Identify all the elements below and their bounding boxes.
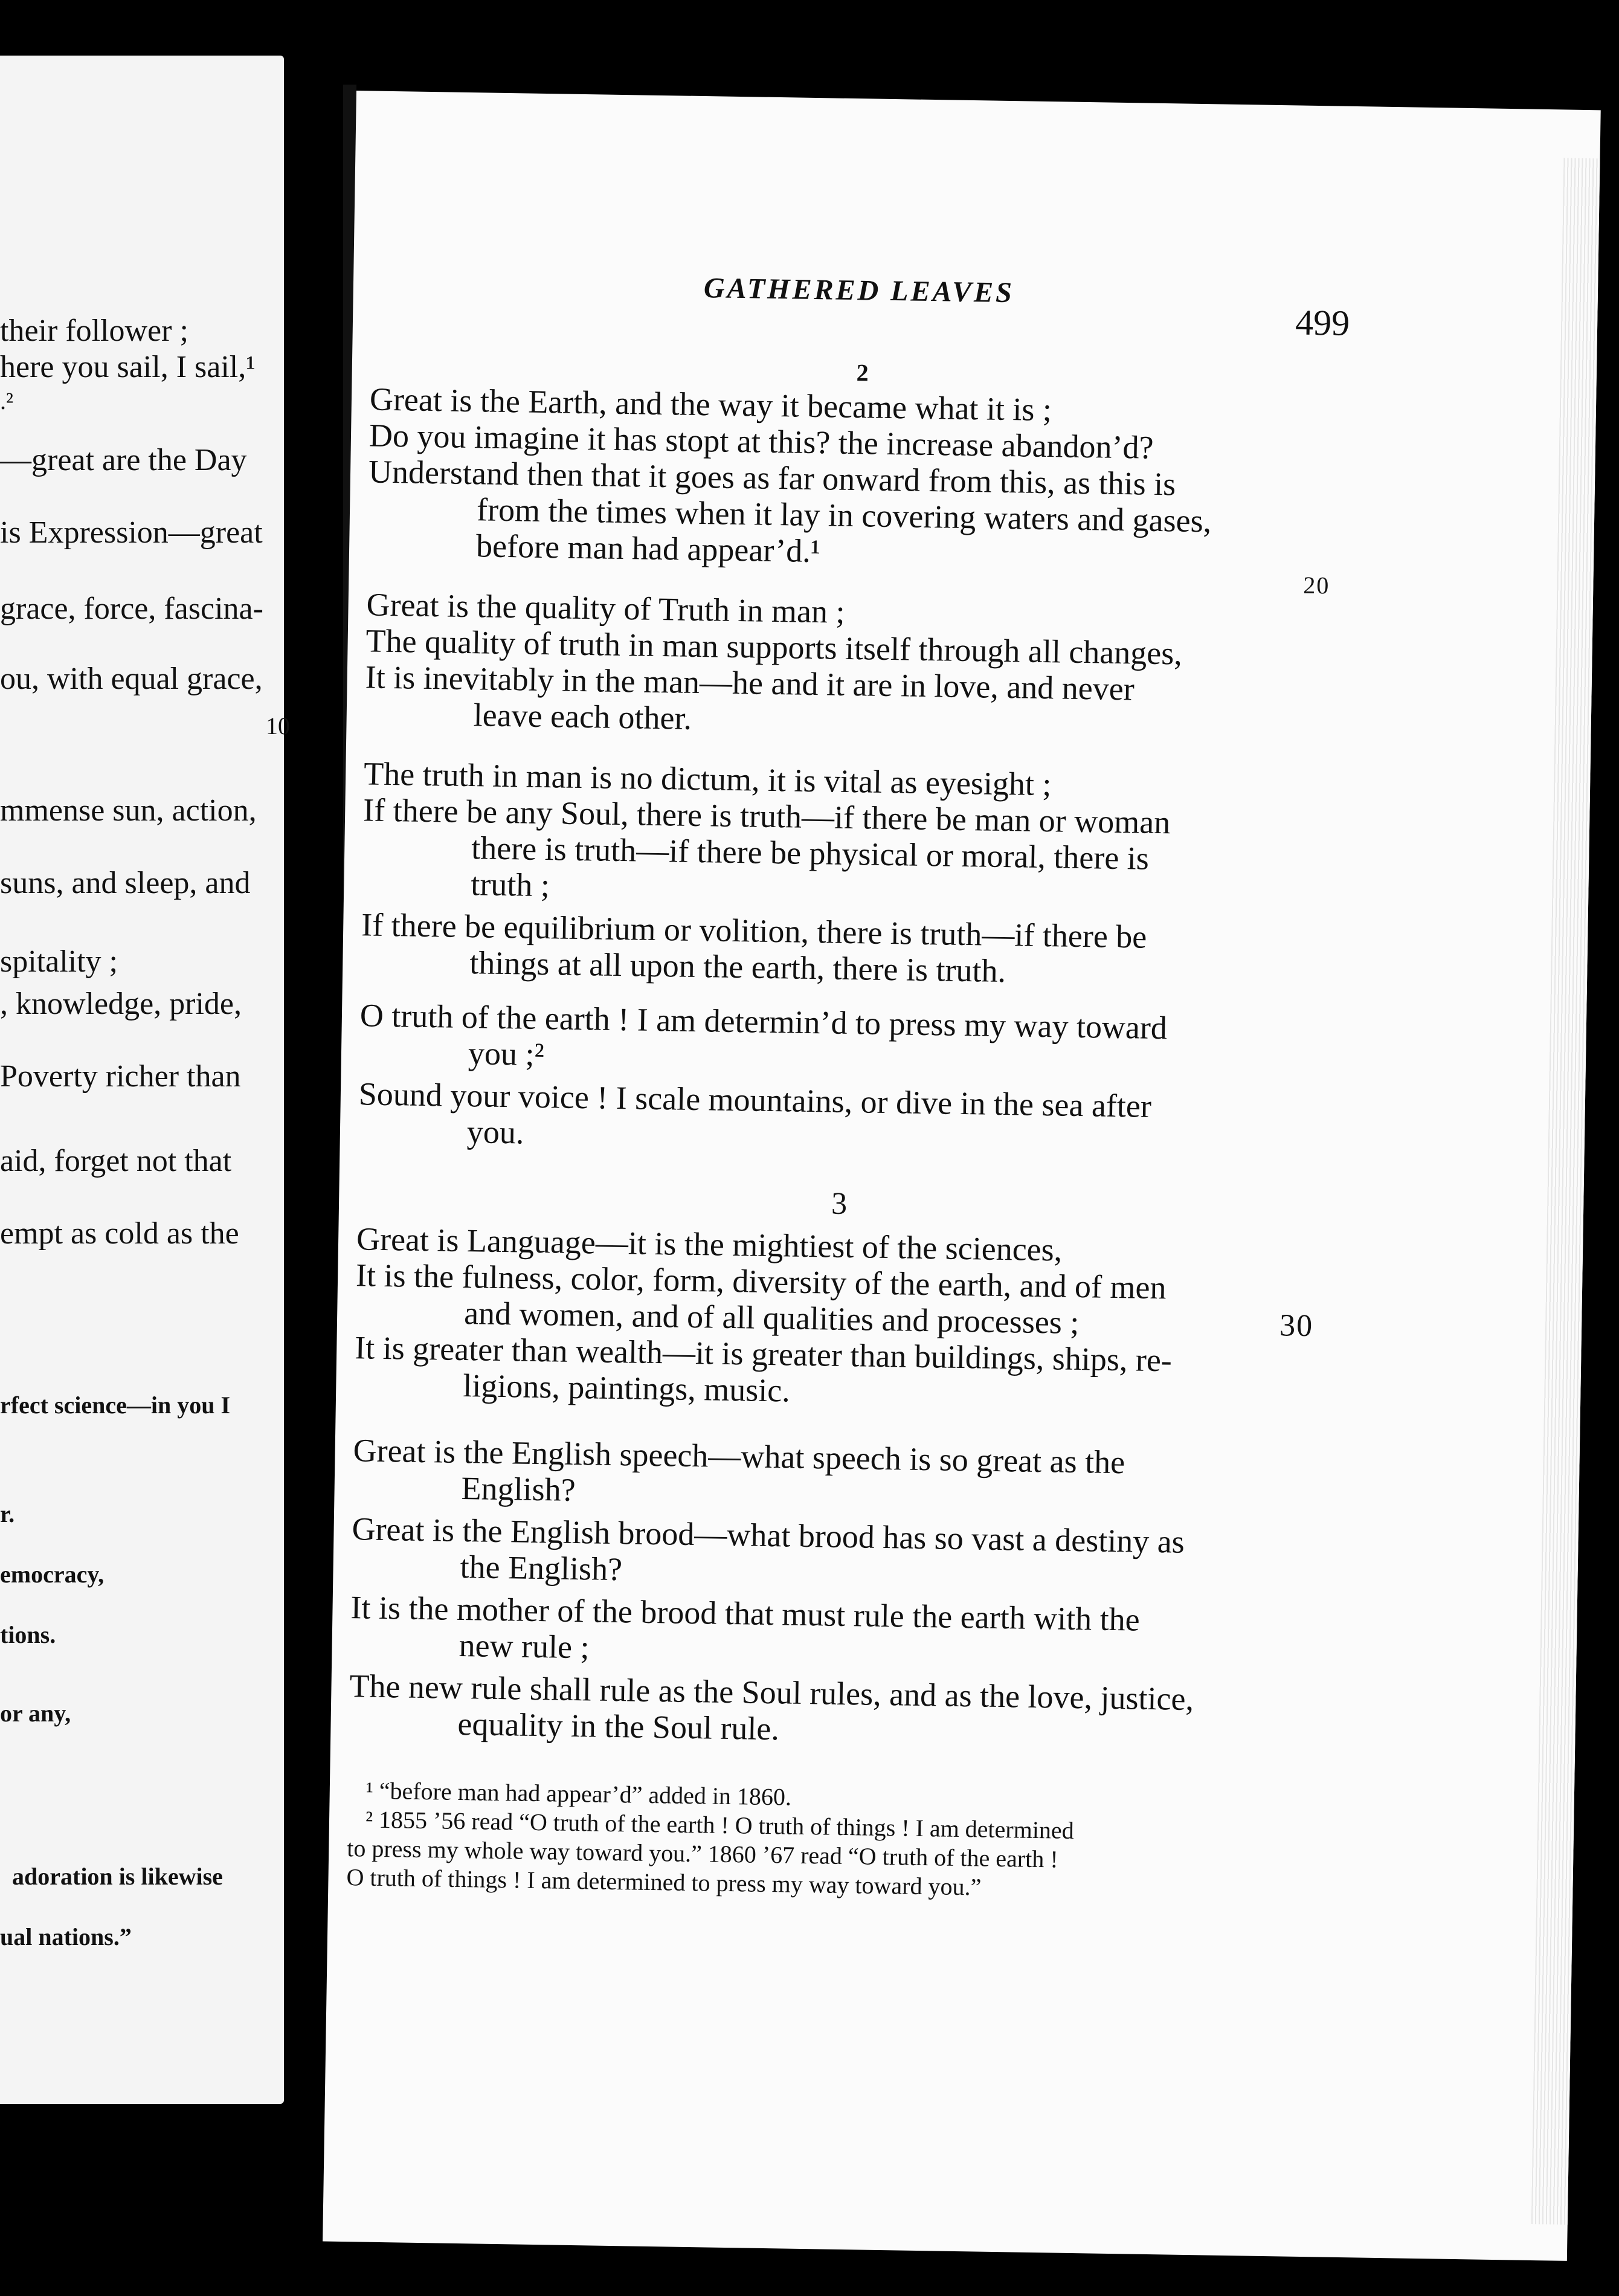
left-page-line: r. [0, 1500, 15, 1527]
poem-line: The new rule shall rule as the Soul rules, and as the love, justice, [349, 1668, 1194, 1718]
left-page-line: emocracy, [0, 1561, 105, 1588]
poem-line: It is the fulness, color, form, diversity of the earth, and of men [355, 1257, 1167, 1306]
left-page-line: ual nations.” [0, 1923, 132, 1950]
poem-line: Great is the English brood—what brood has so vast a destiny as [352, 1511, 1185, 1560]
left-page-line: suns, and sleep, and [0, 866, 251, 900]
poem-line: new rule ; [459, 1627, 590, 1666]
poem-line: Do you imagine it has stopt at this? the increase abandon’d? [369, 417, 1154, 466]
poem-line: It is the mother of the brood that must rule the earth with the [350, 1589, 1141, 1638]
poem-line: the English? [460, 1549, 623, 1588]
poem-line: truth ; [470, 866, 550, 904]
poem-line: equality in the Soul rule. [457, 1705, 780, 1747]
poem-line: you. [466, 1114, 524, 1151]
poem-line: Great is the Earth, and the way it became what it is ; [369, 381, 1052, 428]
left-page-line: empt as cold as the [0, 1216, 239, 1251]
poem-line: from the times when it lay in covering waters and gases, [476, 491, 1212, 540]
poem-line: The quality of truth in man supports itself through all changes, [365, 622, 1183, 672]
page-edge-shading [1531, 158, 1600, 2225]
poem-line: you ;² [468, 1035, 545, 1073]
right-page [323, 91, 1601, 2261]
poem-line: Understand then that it goes as far onward from this, as this is [368, 453, 1176, 503]
left-page-line: mmense sun, action, [0, 793, 257, 828]
footnote: O truth of things ! I am determined to press my way toward you.” [346, 1863, 982, 1901]
footnote: to press my whole way toward you.” 1860 ’67 read “O truth of the earth ! [346, 1834, 1058, 1873]
left-page-line: is Expression—great [0, 515, 263, 550]
line-number: 30 [1279, 1308, 1314, 1344]
poem-line: ligions, paintings, music. [462, 1367, 791, 1409]
left-page-line: adoration is likewise [12, 1863, 223, 1890]
line-number: 20 [1302, 571, 1330, 599]
poem-line: leave each other. [473, 697, 692, 737]
poem-line: If there be equilibrium or volition, there is truth—if there be [361, 906, 1147, 955]
poem-line: It is greater than wealth—it is greater than buildings, ships, re- [354, 1329, 1173, 1379]
poem-line: and women, and of all qualities and processes ; [463, 1295, 1080, 1341]
poem-line: English? [461, 1470, 576, 1508]
footnote: ¹ “before man had appear’d” added in 1860. [365, 1776, 792, 1811]
section-number: 2 [856, 359, 869, 387]
footnote: ² 1855 ’56 read “O truth of the earth ! O truth of things ! I am determined [365, 1805, 1075, 1845]
poem-line: Sound your voice ! I scale mountains, or dive in the sea after [358, 1075, 1152, 1124]
poem-line: Great is Language—it is the mightiest of the sciences, [356, 1221, 1063, 1268]
left-page-line: spitality ; [0, 944, 118, 979]
left-page-line: grace, force, fascina- [0, 592, 263, 626]
left-page-line: .² [0, 387, 13, 414]
left-page-line: —great are the Day [0, 443, 247, 477]
left-page-line: ou, with equal grace, [0, 662, 263, 696]
running-head: GATHERED LEAVES [703, 272, 1015, 309]
left-page-line: or any, [0, 1700, 71, 1727]
page-number: 499 [1295, 302, 1350, 343]
poem-line: Great is the quality of Truth in man ; [366, 586, 845, 630]
left-page-line-number: 10 [266, 712, 290, 740]
poem-line: things at all upon the earth, there is truth. [469, 944, 1006, 990]
section-number: 3 [831, 1186, 848, 1221]
left-facing-page [0, 56, 290, 2104]
poem-line: If there be any Soul, there is truth—if there be man or woman [362, 792, 1171, 841]
poem-line: Great is the English speech—what speech is so great as the [353, 1432, 1125, 1481]
left-page-line: their follower ; [0, 314, 188, 348]
left-page-line: rfect science—in you I [0, 1391, 231, 1419]
left-page-line: Poverty richer than [0, 1059, 241, 1094]
left-page-line: , knowledge, pride, [0, 987, 242, 1021]
poem-line: O truth of the earth ! I am determin’d to press my way toward [359, 997, 1168, 1046]
poem-line: before man had appear’d.¹ [475, 527, 821, 570]
poem-line: It is inevitably in the man—he and it are in love, and never [365, 659, 1135, 708]
left-page-line: aid, forget not that [0, 1144, 232, 1178]
poem-line: The truth in man is no dictum, it is vital as eyesight ; [363, 755, 1052, 803]
poem-line: there is truth—if there be physical or moral, there is [471, 830, 1150, 877]
left-page-line: tions. [0, 1621, 56, 1648]
left-page-line: here you sail, I sail,¹ [0, 350, 256, 384]
